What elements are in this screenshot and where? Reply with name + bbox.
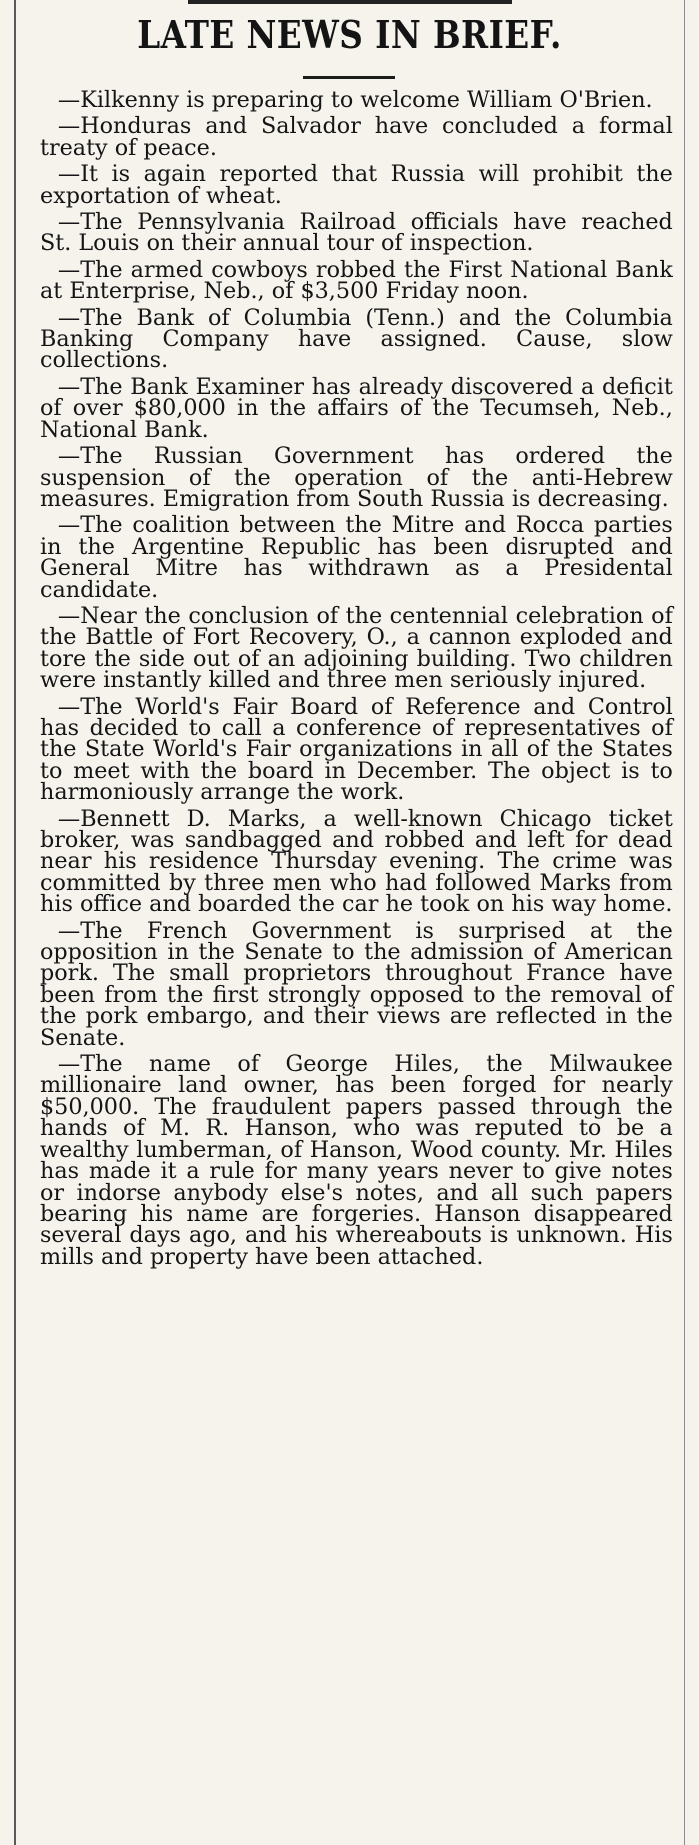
news-item: —Near the conclusion of the centennial celebration of the Battle of Fort Recovery, O., a cannon exploded and tore the side out of an adjoining building. Two children were instantly killed and three men seriously injured. [40, 602, 673, 694]
news-item: —Honduras and Salvador have concluded a formal treaty of peace. [40, 113, 673, 161]
headline: LATE NEWS IN BRIEF. [137, 12, 562, 57]
headline-dash-divider [303, 76, 395, 79]
news-item: —Bennett D. Marks, a well-known Chicago ticket broker, was sandbagged and robbed and left for dead near his residence Thursday evening. The crime was committed by three men who had followed Marks from his office and boarded the car he took on his way home. [40, 805, 673, 918]
news-item: —The Bank Examiner has already discovered a deficit of over $80,000 in the affairs of the Tecumseh, Neb., National Bank. [40, 373, 673, 443]
news-item: —The coalition between the Mitre and Rocca parties in the Argentine Republic has been disrupted and General Mitre has withdrawn as a Presidental candidate. [40, 512, 673, 603]
column-rule-right [684, 0, 685, 1845]
news-item: —The name of George Hiles, the Milwaukee millionaire land owner, has been forged for nearly $50,000. The fraudulent papers passed through the hands of M. R. Hanson, who was reputed to be a wealthy lumberman, of Hanson, Wood county. Mr. Hiles has made it a rule for many years never to give notes or indorse anybody else's notes, and all such papers bearing his name are forgeries. Hanson disappeared several days ago, and his whereabouts is unknown. His mills and property have been attached. [40, 1051, 673, 1270]
news-column [40, 87, 676, 1273]
news-item: —The Bank of Columbia (Tenn.) and the Columbia Banking Company have assigned. Cause, slow collections. [40, 304, 673, 374]
news-item: —It is again reported that Russia will prohibit the exportation of wheat. [40, 161, 673, 209]
news-item: —The Russian Government has ordered the suspension of the operation of the anti-Hebrew measures. Emigration from South Russia is decreasing. [40, 443, 673, 512]
news-item: —Kilkenny is preparing to welcome William O'Brien. [57, 87, 653, 113]
news-item: —The Pennsylvania Railroad officials have reached St. Louis on their annual tour of inspection. [40, 209, 673, 257]
news-item: —The French Government is surprised at the opposition in the Senate to the admission of American pork. The small proprietors throughout France have been from the first strongly opposed to the removal of the pork embargo, and their views are reflected in the Senate. [40, 917, 673, 1051]
news-item: —The armed cowboys robbed the First National Bank at Enterprise, Neb., of $3,500 Friday noon. [40, 256, 673, 305]
news-item: —The World's Fair Board of Reference and Control has decided to call a conference of representatives of the State World's Fair organizations in all of the States to meet with the board in December. The object is to harmoniously arrange the work. [40, 693, 673, 806]
column-rule-left [14, 0, 16, 1845]
top-border-line [188, 0, 512, 4]
